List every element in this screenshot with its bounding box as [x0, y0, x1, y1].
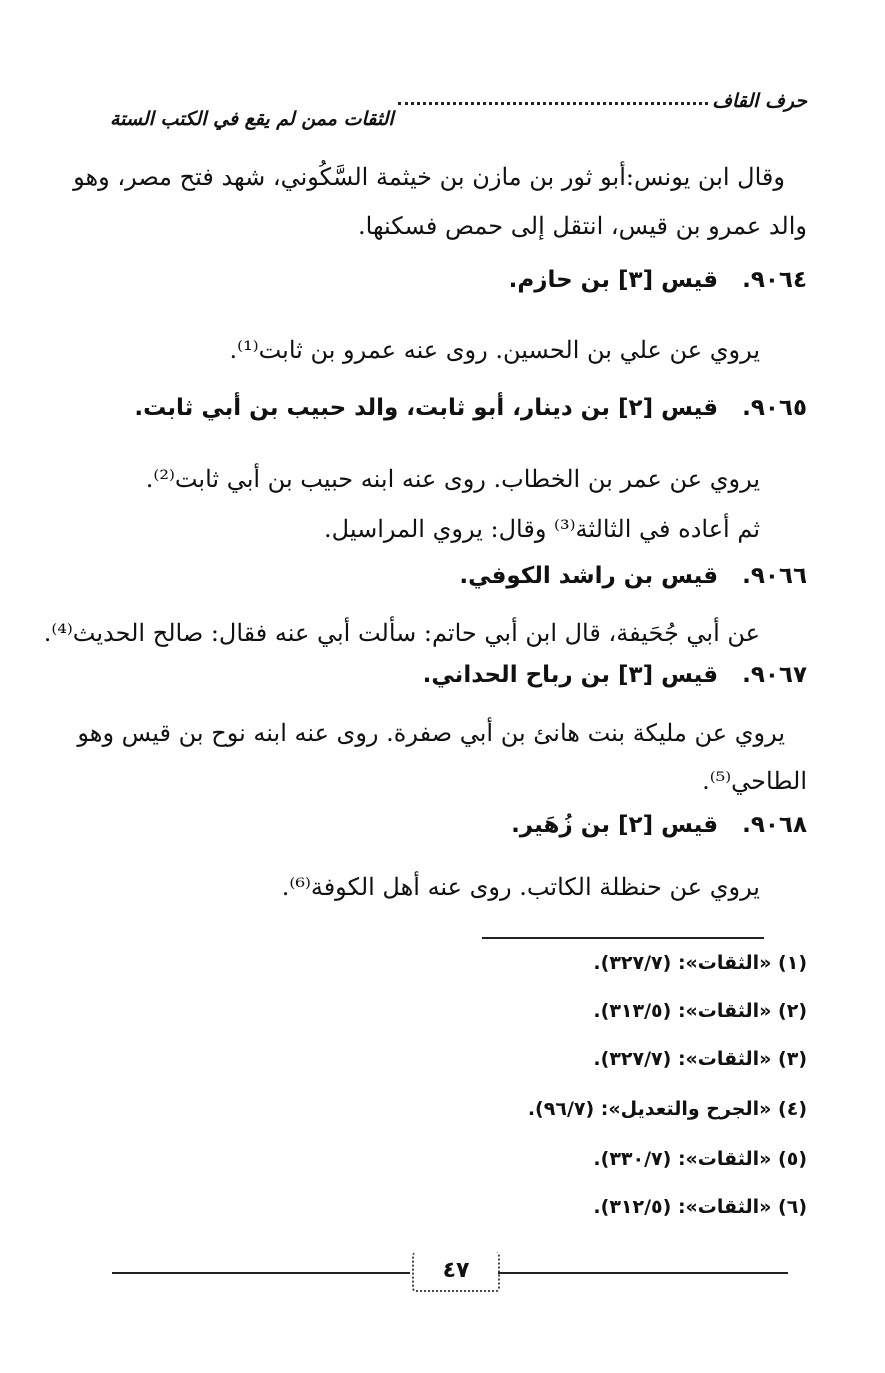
entry-text-line: عن أبي جُحَيفة، قال ابن أبي حاتم: سألت أبي عنه فقال: صالح الحديث⁽⁴⁾. [43, 619, 760, 647]
entry-text-line: ثم أعاده في الثالثة⁽³⁾ وقال: يروي المراسيل. [324, 515, 760, 543]
footnote: (٥) «الثقات»: (٣٣٠/٧). [593, 1148, 807, 1170]
entry-title: قيس [٣] بن رباح الحداني. [422, 662, 719, 688]
entry-heading-9064 [509, 267, 807, 293]
footnote: (٢) «الثقات»: (٣١٣/٥). [593, 1000, 807, 1022]
page-number-rule-right [498, 1272, 788, 1274]
footnote: (٤) «الجرح والتعديل»: (٩٦/٧). [527, 1098, 807, 1120]
entry-title: قيس [٢] بن دينار، أبو ثابت، والد حبيب بن أبي ثابت. [134, 395, 719, 421]
entry-text-line: يروي عن عمر بن الخطاب. روى عنه ابنه حبيب بن أبي ثابت⁽²⁾. [145, 465, 760, 493]
page-number-rule-left [112, 1272, 410, 1274]
entry-number: ٩٠٦٧. [742, 662, 807, 688]
entry-heading-9066 [459, 563, 807, 589]
entry-text-line: يروي عن حنظلة الكاتب. روى عنه أهل الكوفة⁽⁶⁾. [281, 873, 760, 901]
footnote: (١) «الثقات»: (٣٢٧/٧). [593, 952, 807, 974]
entry-heading-9065 [134, 395, 807, 421]
entry-heading-9068 [511, 812, 807, 838]
entry-text-line: يروي عن مليكة بنت هانئ بن أبي صفرة. روى عنه ابنه نوح بن قيس وهو [77, 719, 785, 747]
entry-title: قيس [٣] بن حازم. [508, 267, 719, 293]
entry-number: ٩٠٦٥. [742, 395, 807, 421]
footnote-separator [482, 937, 764, 939]
entry-text-line: يروي عن علي بن الحسين. روى عنه عمرو بن ثابت⁽¹⁾. [229, 336, 760, 364]
page-number: ٤٧ [412, 1252, 500, 1292]
entry-heading-9067 [423, 662, 807, 688]
footnote: (٣) «الثقات»: (٣٢٧/٧). [593, 1048, 807, 1070]
intro-line-2: والد عمرو بن قيس، انتقل إلى حمص فسكنها. [358, 212, 807, 240]
entry-number: ٩٠٦٨. [742, 812, 807, 838]
header-book-title: الثقات ممن لم يقع في الكتب الستة [110, 108, 394, 130]
footnote: (٦) «الثقات»: (٣١٢/٥). [593, 1196, 807, 1218]
entry-text-line: الطاحي⁽⁵⁾. [702, 767, 807, 795]
header-chapter: حرف القاف [712, 90, 807, 112]
entry-title: قيس بن راشد الكوفي. [459, 563, 719, 589]
entry-title: قيس [٢] بن زُهَير. [511, 812, 719, 838]
intro-line-1: وقال ابن يونس:أبو ثور بن مازن بن خيثمة السَّكُوني، شهد فتح مصر، وهو [73, 163, 785, 191]
header-dot-leader [398, 88, 709, 105]
entry-number: ٩٠٦٤. [742, 267, 807, 293]
entry-number: ٩٠٦٦. [742, 563, 807, 589]
running-header [110, 88, 807, 128]
